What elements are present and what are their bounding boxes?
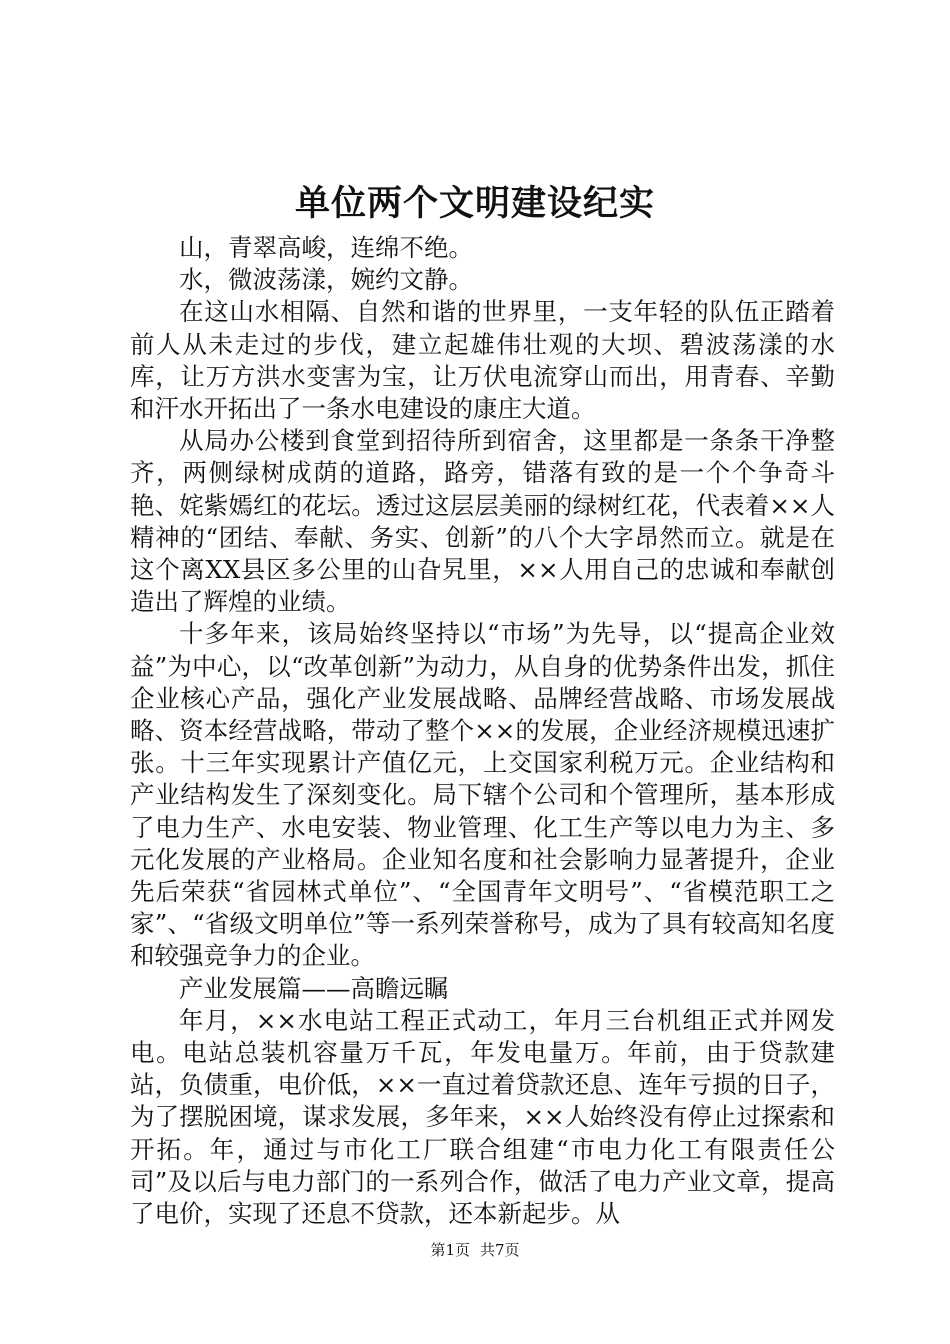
document-body: [130, 232, 835, 1230]
paragraph: 十多年来，该局始终坚持以“市场”为先导，以“提高企业效益”为中心，以“改革创新”为动力，从自身的优势条件出发，抓住企业核心产品，强化产业发展战略、品牌经营战略、市场发展战略、资本经营战略，带动了整个××的发展，企业经济规模迅速扩张。十三年实现累计产值亿元，上交国家利税万元。企业结构和产业结构发生了深刻变化。局下辖个公司和个管理所，基本形成了电力生产、水电安装、物业管理、化工生产等以电力为主、多元化发展的产业格局。企业知名度和社会影响力显著提升，企业先后荣获“省园林式单位”、“全国青年文明号”、“省模范职工之家”、“省级文明单位”等一系列荣誉称号，成为了具有较高知名度和较强竞争力的企业。: [130, 619, 835, 971]
paragraph: 年月，××水电站工程正式动工，年月三台机组正式并网发电。电站总装机容量万千瓦，年发电量万。年前，由于贷款建站，负债重，电价低，××一直过着贷款还息、连年亏损的日子，为了摆脱困境，谋求发展，多年来，××人始终没有停止过探索和开拓。年，通过与市化工厂联合组建“市电力化工有限责任公司”及以后与电力部门的一系列合作，做活了电力产业文章，提高了电价，实现了还息不贷款，还本新起步。从: [130, 1005, 835, 1229]
paragraph: 水，微波荡漾，婉约文静。: [179, 265, 473, 295]
document-title: 单位两个文明建设纪实: [294, 183, 655, 224]
page-number: 第1页: [430, 1241, 470, 1259]
paragraph: 从局办公楼到食堂到招待所到宿舍，这里都是一条条干净整齐，两侧绿树成荫的道路，路旁，错落有致的是一个个争奇斗艳、姹紫嫣红的花坛。透过这层层美丽的绿树红花，代表着××人精神的“团结、奉献、务实、创新”的八个大字昂然而立。就是在这个离XX县区多公里的山旮旯里，××人用自己的忠诚和奉献创造出了辉煌的业绩。: [130, 426, 835, 617]
paragraph: 山，青翠高峻，连绵不绝。: [179, 233, 473, 262]
paragraph: 在这山水相隔、自然和谐的世界里，一支年轻的队伍正踏着前人从未走过的步伐，建立起雄伟壮观的大坝、碧波荡漾的水库，让万方洪水变害为宝，让万伏电流穿山而出，用青春、辛勤和汗水开拓出了一条水电建设的康庄大道。: [130, 297, 835, 424]
section-heading: 产业发展篇——高瞻远瞩: [179, 973, 449, 1003]
page-footer: [0, 1240, 950, 1260]
page-total: 共7页: [480, 1241, 520, 1259]
